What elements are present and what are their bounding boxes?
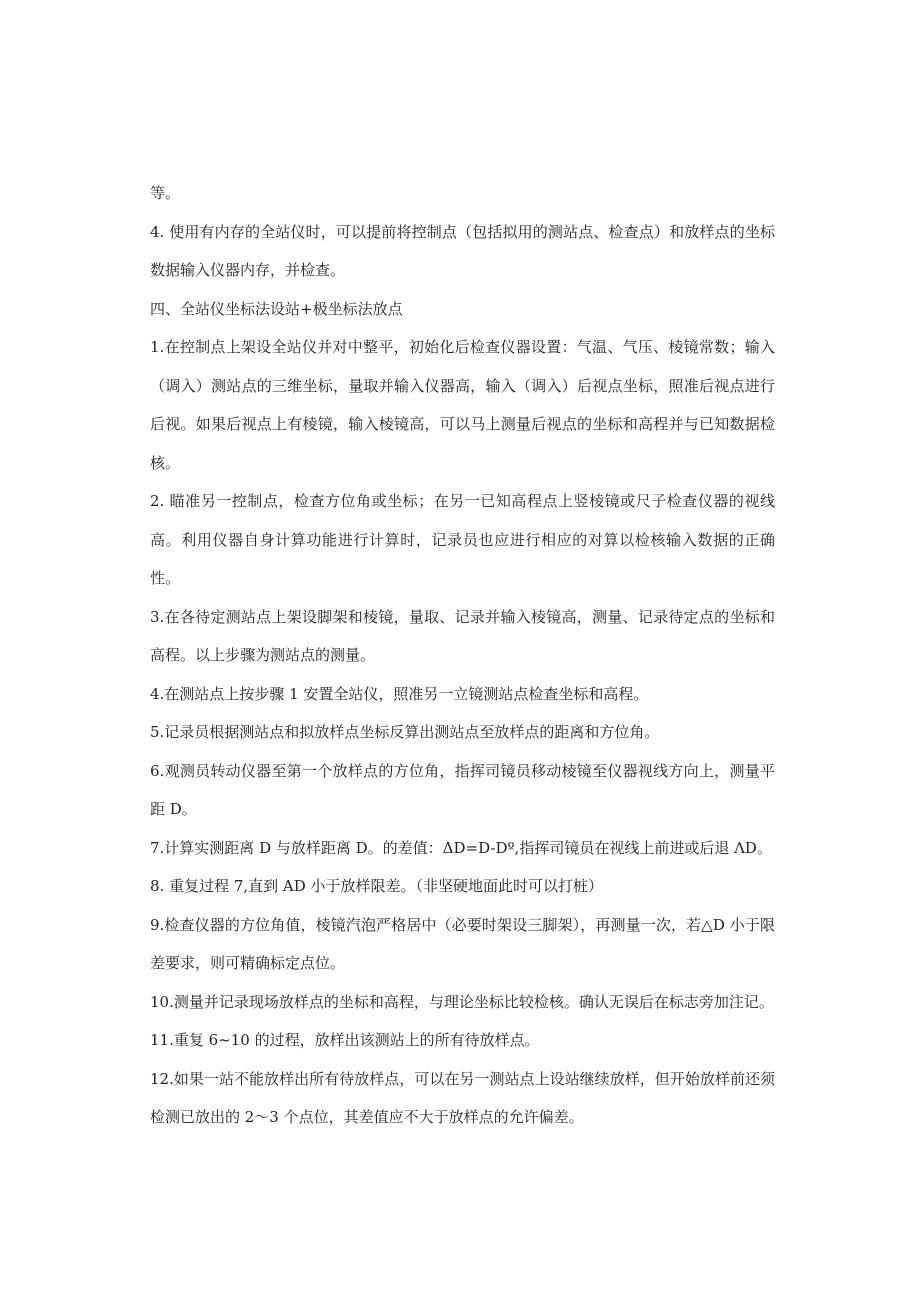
paragraph-step-11: 11.重复 6~10 的过程，放样出该测站上的所有待放样点。 — [150, 1031, 540, 1049]
paragraph-step-1: 1.在控制点上架设全站仪并对中整平，初始化后检查仪器设置：气温、气压、棱镜常数；输入（调入）测站点的三维坐标，量取并输入仪器高，输入（调入）后视点坐标，照准后视点进行后视。如果后视点上有棱镜，输入棱镜高，可以马上测量后视点的坐标和高程并与已知数据检核。 — [150, 338, 775, 472]
paragraph-step-9: 9.检查仪器的方位角值，棱镜汽泡严格居中（必要时架设三脚架），再测量一次，若△D 小于限差要求，则可精确标定点位。 — [150, 915, 775, 972]
paragraph-item-4-memory: 4. 使用有内存的全站仪时，可以提前将控制点（包括拟用的测站点、检查点）和放样点的坐标数据输入仪器内存，并检查。 — [150, 222, 775, 279]
paragraph-step-3: 3.在各待定测站点上架设脚架和棱镜，量取、记录并输入棱镜高，测量、记录待定点的坐标和高程。以上步骤为测站点的测量。 — [150, 607, 775, 664]
document-body — [150, 174, 775, 1137]
paragraph-continuation: 等。 — [150, 184, 181, 202]
section-heading-four: 四、全站仪坐标法设站+极坐标法放点 — [150, 299, 403, 318]
paragraph-step-5: 5.记录员根据测站点和拟放样点坐标反算出测站点至放样点的距离和方位角。 — [150, 723, 660, 741]
paragraph-step-2: 2. 瞄准另一控制点，检查方位角或坐标；在另一已知高程点上竖棱镜或尺子检查仪器的视线高。利用仪器自身计算功能进行计算时，记录员也应进行相应的对算以检核输入数据的正确性。 — [150, 492, 775, 587]
paragraph-step-7: 7.计算实测距离 D 与放样距离 D。的差值：ΔD=D-Dº,指挥司镜员在视线上前进或后退 ΛD。 — [150, 838, 772, 857]
paragraph-step-8: 8. 重复过程 7,直到 AD 小于放样限差。（非坚硬地面此时可以打桩） — [150, 877, 604, 895]
paragraph-step-4: 4.在测站点上按步骤 1 安置全站仪，照准另一立镜测站点检查坐标和高程。 — [150, 684, 649, 703]
paragraph-step-6: 6.观测员转动仪器至第一个放样点的方位角，指挥司镜员移动棱镜至仪器视线方向上，测量平距 D。 — [150, 761, 775, 818]
paragraph-step-10: 10.测量并记录现场放样点的坐标和高程，与理论坐标比较检核。确认无误后在标志旁加注记。 — [150, 992, 774, 1011]
paragraph-step-12: 12.如果一站不能放样出所有待放样点，可以在另一测站点上设站继续放样，但开始放样前还须检测已放出的 2～3 个点位，其差值应不大于放样点的允许偏差。 — [150, 1069, 775, 1126]
